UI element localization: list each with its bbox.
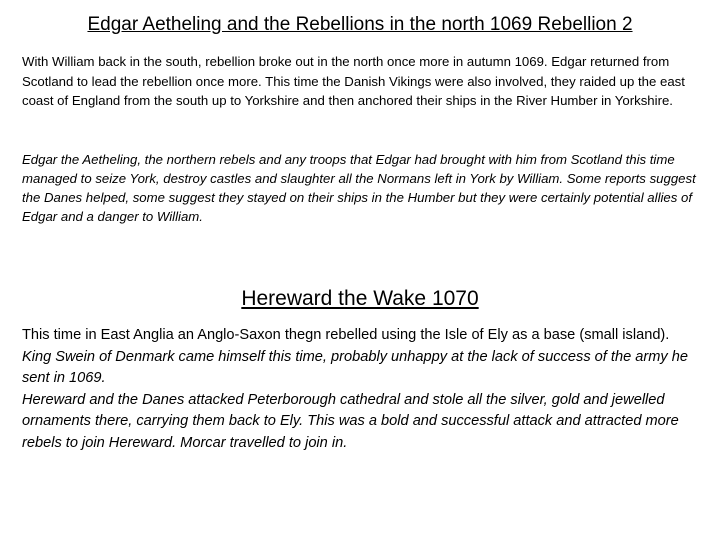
hereward-paragraph-peterborough: Hereward and the Danes attacked Peterborough cathedral and stole all the silver, gold and jewelled ornaments there, carrying them back to Ely. This was a bold and successful attack and attracted more rebels to join Hereward. Morcar travelled to join in. <box>22 391 679 451</box>
paragraph-rebellion-1069: With William back in the south, rebellion broke out in the north once more in autumn 1069. Edgar returned from Scotland to lead the rebellion once more. This time the Danish Vikings were also involved, they raided up the east coast of England from the south up to Yorkshire and then anchored their ships in the River Humber in Yorkshire. <box>22 54 685 108</box>
hereward-paragraph-ely: This time in East Anglia an Anglo-Saxon thegn rebelled using the Isle of Ely as a base (small island). <box>22 327 670 343</box>
hereward-paragraph-swein: King Swein of Denmark came himself this time, probably unhappy at the lack of success of the army he sent in 1069. <box>22 348 688 386</box>
page-title: Edgar Aetheling and the Rebellions in the north 1069 Rebellion 2 <box>87 14 633 35</box>
hereward-section-body <box>22 325 702 454</box>
paragraph-york-seized: Edgar the Aetheling, the northern rebels and any troops that Edgar had brought with him from Scotland this time managed to seize York, destroy castles and slaughter all the Normans left in York by William. Some reports suggest the Danes helped, some suggest they stayed on their ships in the Humber but they were certainly potential allies of Edgar and a danger to William. <box>22 152 696 224</box>
section-heading-hereward: Hereward the Wake 1070 <box>241 287 479 310</box>
